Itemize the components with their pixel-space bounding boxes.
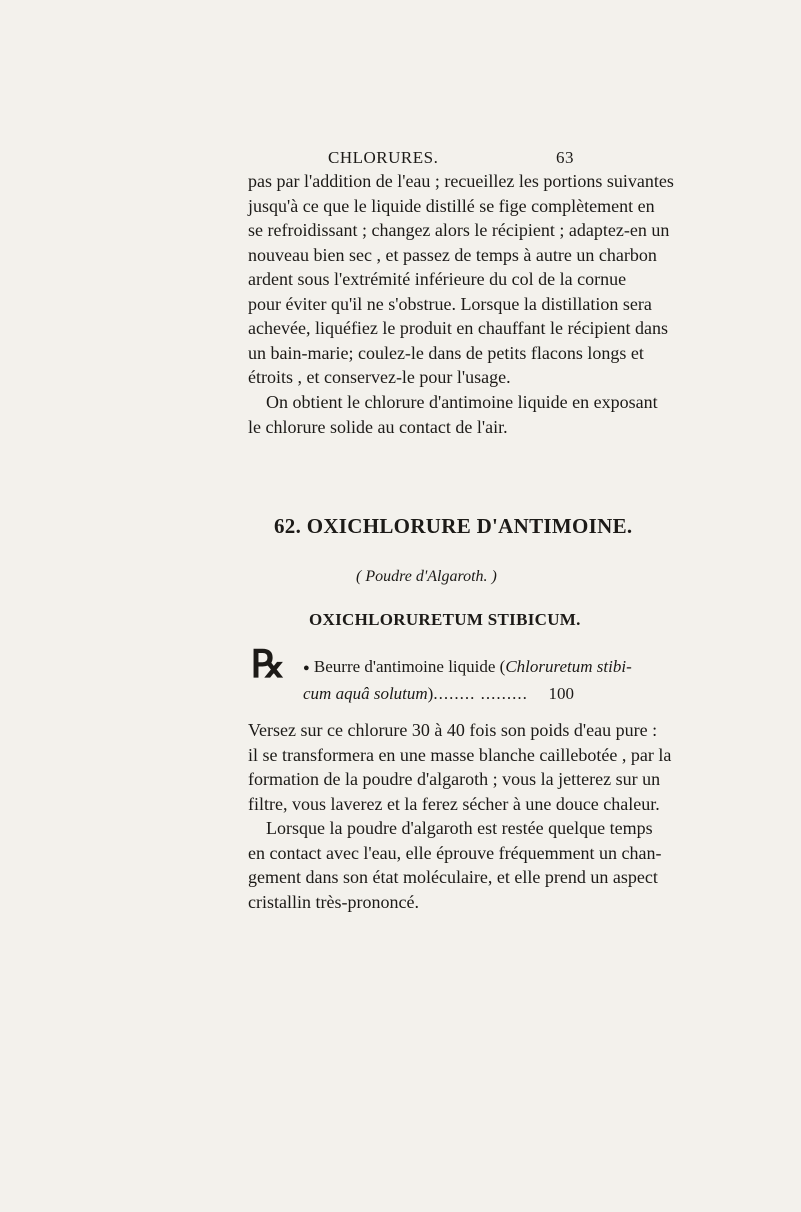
text-line: filtre, vous laverez et la ferez sécher à une douce chaleur. xyxy=(248,793,660,814)
ingredient-quantity: 100 xyxy=(548,684,574,703)
intro-paragraph xyxy=(248,169,674,390)
ingredient-close: ) xyxy=(427,684,434,703)
text-line: cristallin très-prononcé. xyxy=(248,891,419,912)
text-line: jusqu'à ce que le liquide distillé se fige complètement en xyxy=(248,195,655,216)
text-line: Versez sur ce chlorure 30 à 40 fois son poids d'eau pure : xyxy=(248,720,658,740)
text-line: se refroidissant ; changez alors le récipient ; adaptez-en un xyxy=(248,220,670,240)
recipe-symbol: ℞ xyxy=(251,644,286,686)
page-number: 63 xyxy=(556,148,574,167)
leader-dots: ........ ......... xyxy=(433,684,528,703)
text-line: gement dans son état moléculaire, et elle prend un aspect xyxy=(248,867,658,887)
recipe-quantity-line xyxy=(303,684,574,704)
text-line: ardent sous l'extrémité inférieure du col de la cornue xyxy=(248,269,627,289)
text-line: pour éviter qu'il ne s'obstrue. Lorsque la distillation sera xyxy=(248,293,652,314)
text-line: achevée, liquéfiez le produit en chauffant le récipient dans xyxy=(248,318,668,338)
latin-title: OXICHLORURETUM STIBICUM. xyxy=(309,610,581,629)
ingredient-name: Beurre d'antimoine liquide ( xyxy=(313,657,506,676)
text-line: le chlorure solide au contact de l'air. xyxy=(248,416,508,437)
text-line: un bain-marie; coulez-le dans de petits flacons longs et xyxy=(248,342,644,363)
instructions-paragraph xyxy=(248,718,672,914)
ingredient-latin-cont: cum aquâ solutum xyxy=(303,684,428,703)
text-line: étroits , et conservez-le pour l'usage. xyxy=(248,367,511,387)
text-line: il se transformera en une masse blanche caillebotée , par la xyxy=(248,744,672,765)
bullet-icon: ● xyxy=(303,662,310,675)
ingredient-latin: Chloruretum stibi- xyxy=(505,657,632,676)
text-line: formation de la poudre d'algaroth ; vous la jetterez sur un xyxy=(248,769,661,789)
recipe-ingredient-line xyxy=(303,657,632,677)
text-line: On obtient le chlorure d'antimoine liquide en exposant xyxy=(266,392,658,412)
running-head-title: CHLORURES. xyxy=(328,148,439,167)
text-line: pas par l'addition de l'eau ; recueillez les portions suivantes xyxy=(248,171,674,191)
text-line: nouveau bien sec , et passez de temps à autre un charbon xyxy=(248,244,657,265)
section-title: 62. OXICHLORURE D'ANTIMOINE. xyxy=(274,514,633,538)
text-line: Lorsque la poudre d'algaroth est restée quelque temps xyxy=(266,818,653,838)
text-line: en contact avec l'eau, elle éprouve fréquemment un chan- xyxy=(248,842,662,863)
note-paragraph xyxy=(248,390,658,439)
section-subtitle: ( Poudre d'Algaroth. ) xyxy=(356,568,497,585)
